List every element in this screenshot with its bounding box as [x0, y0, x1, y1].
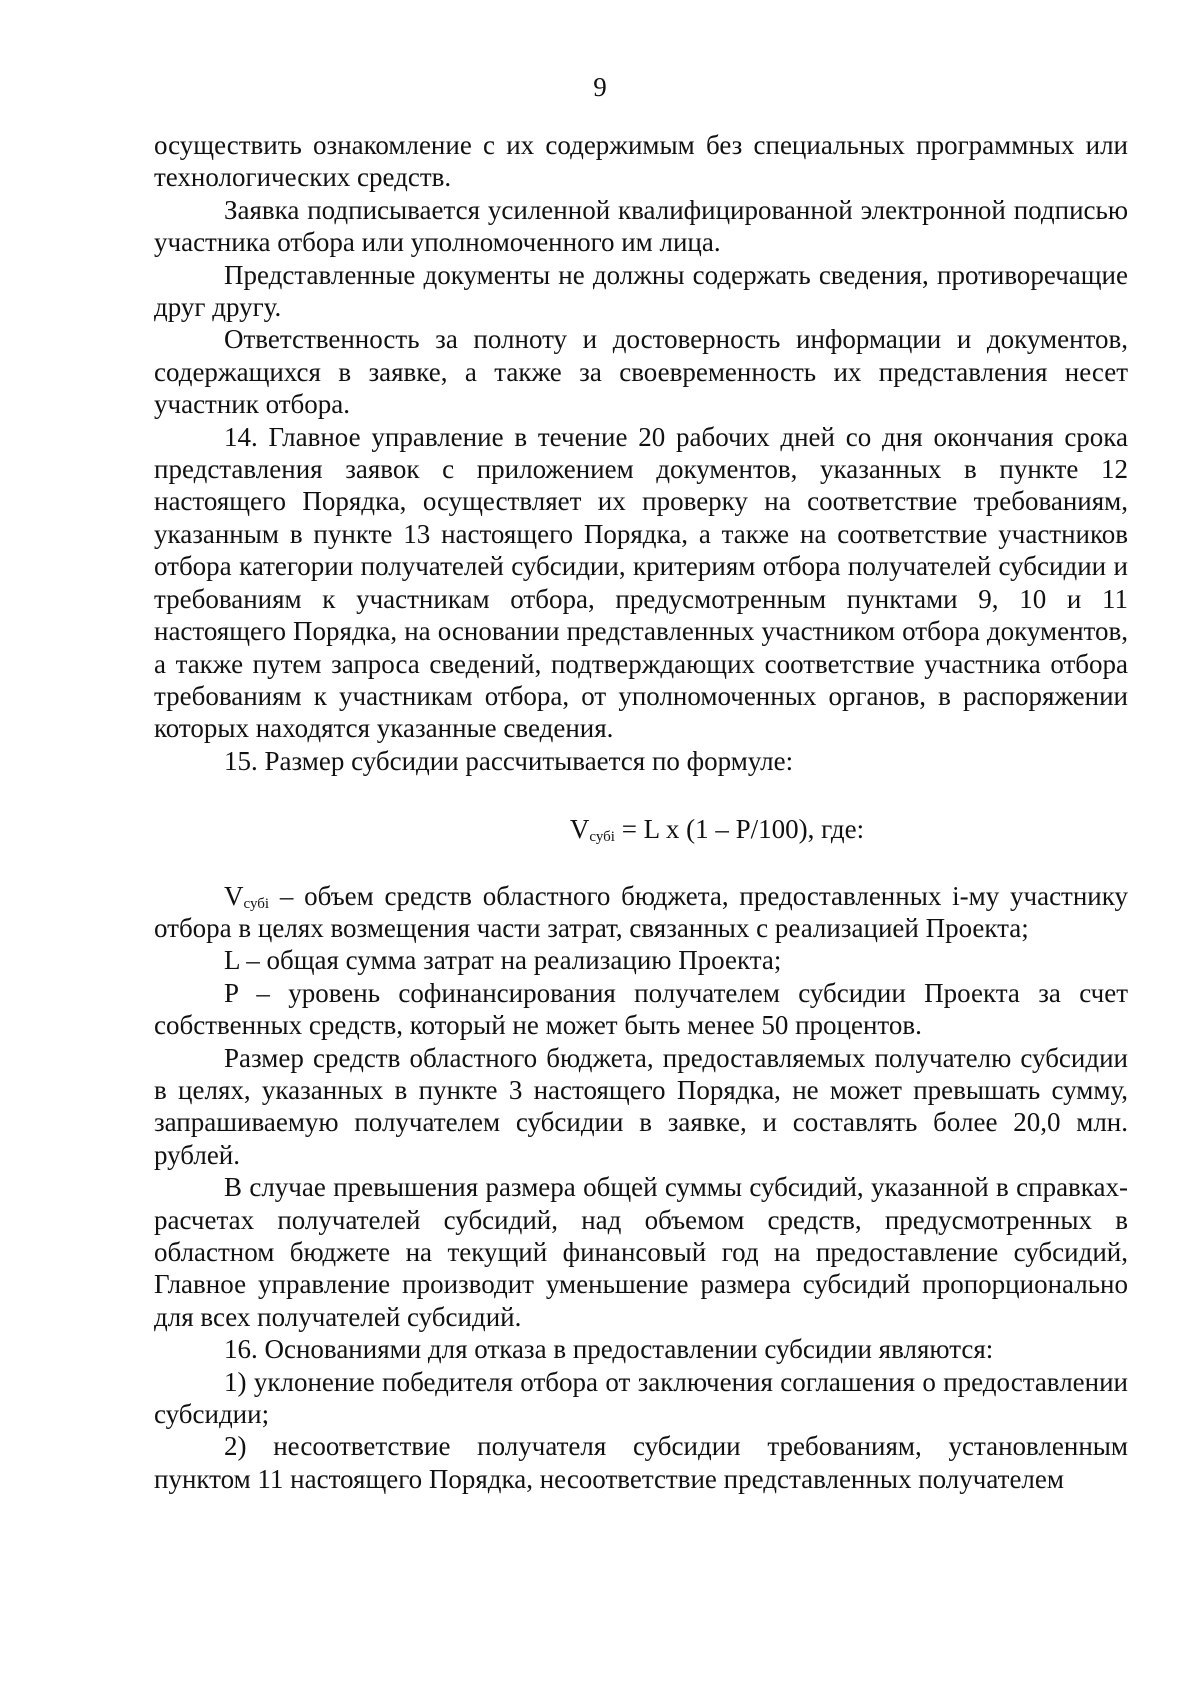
- document-body: [154, 129, 1128, 1495]
- paragraph-item-15: 15. Размер субсидии рассчитывается по формуле:: [224, 745, 794, 776]
- definition-v: [154, 880, 1128, 945]
- paragraph-signature: Заявка подписывается усиленной квалифицированной электронной подписью участника отбора или уполномоченного им лица.: [154, 194, 1128, 258]
- definition-v-variable: V: [224, 880, 244, 911]
- paragraph-continuation: осуществить ознакомление с их содержимым без специальных программных или технологических средств.: [154, 130, 1128, 193]
- paragraph-excess-reduction: В случае превышения размера общей суммы субсидий, указанной в справках-расчетах получателей субсидий, над объемом средств, предусмотренных в областном бюджете на текущий финансовый год на предоставление субсидий, Главное управление производит уменьшение размера субсидий пропорционально для всех получателей субсидий.: [154, 1172, 1128, 1332]
- formula-variable: V: [569, 814, 590, 845]
- definition-p: P – уровень софинансирования получателем субсидии Проекта за счет собственных средств, который не может быть менее 50 процентов.: [154, 977, 1128, 1041]
- definition-v-subscript: субi: [243, 895, 270, 912]
- list-item-1: 1) уклонение победителя отбора от заключения соглашения о предоставлении субсидии;: [154, 1366, 1128, 1430]
- definition-l: L – общая сумма затрат на реализацию Проекта;: [224, 945, 782, 976]
- paragraph-consistency: Представленные документы не должны содержать сведения, противоречащие друг другу.: [154, 259, 1128, 323]
- list-item-2: 2) несоответствие получателя субсидии требованиям, установленным пунктом 11 настоящего Порядка, несоответствие представленных получателем: [154, 1431, 1128, 1494]
- subsidy-formula: [154, 813, 1128, 845]
- paragraph-item-16: 16. Основаниями для отказа в предоставлении субсидии являются:: [224, 1334, 994, 1365]
- paragraph-max-amount: Размер средств областного бюджета, предоставляемых получателю субсидии в целях, указанных в пункте 3 настоящего Порядка, не может превышать сумму, запрашиваемую получателем субсидии в заявке, и составлять более 20,0 млн. рублей.: [154, 1042, 1128, 1170]
- paragraph-responsibility: Ответственность за полноту и достоверность информации и документов, содержащихся в заявке, а также за своевременность их представления несет участник отбора.: [154, 324, 1128, 420]
- page-number: 9: [593, 72, 607, 102]
- formula-expression: = L x (1 – P/100), где:: [614, 814, 865, 845]
- formula-subscript: субi: [589, 829, 615, 846]
- paragraph-item-14: 14. Главное управление в течение 20 рабочих дней со дня окончания срока представления заявок с приложением документов, указанных в пункте 12 настоящего Порядка, осуществляет их проверку на соответствие требованиям, указанным в пункте 13 настоящего Порядка, а также на соответствие участников отбора категории получателей субсидии, критериям отбора получателей субсидии и требованиям к участникам отбора, предусмотренным пунктами 9, 10 и 11 настоящего Порядка, на основании представленных участником отбора документов, а также путем запроса сведений, подтверждающих соответствие участника отбора требованиям к участникам отбора, от уполномоченных органов, в распоряжении которых находятся указанные сведения.: [154, 421, 1128, 744]
- definition-v-text: – объем средств областного бюджета, предоставленных i-му участнику отбора в целях возмещения части затрат, связанных с реализацией Проекта;: [154, 880, 1128, 943]
